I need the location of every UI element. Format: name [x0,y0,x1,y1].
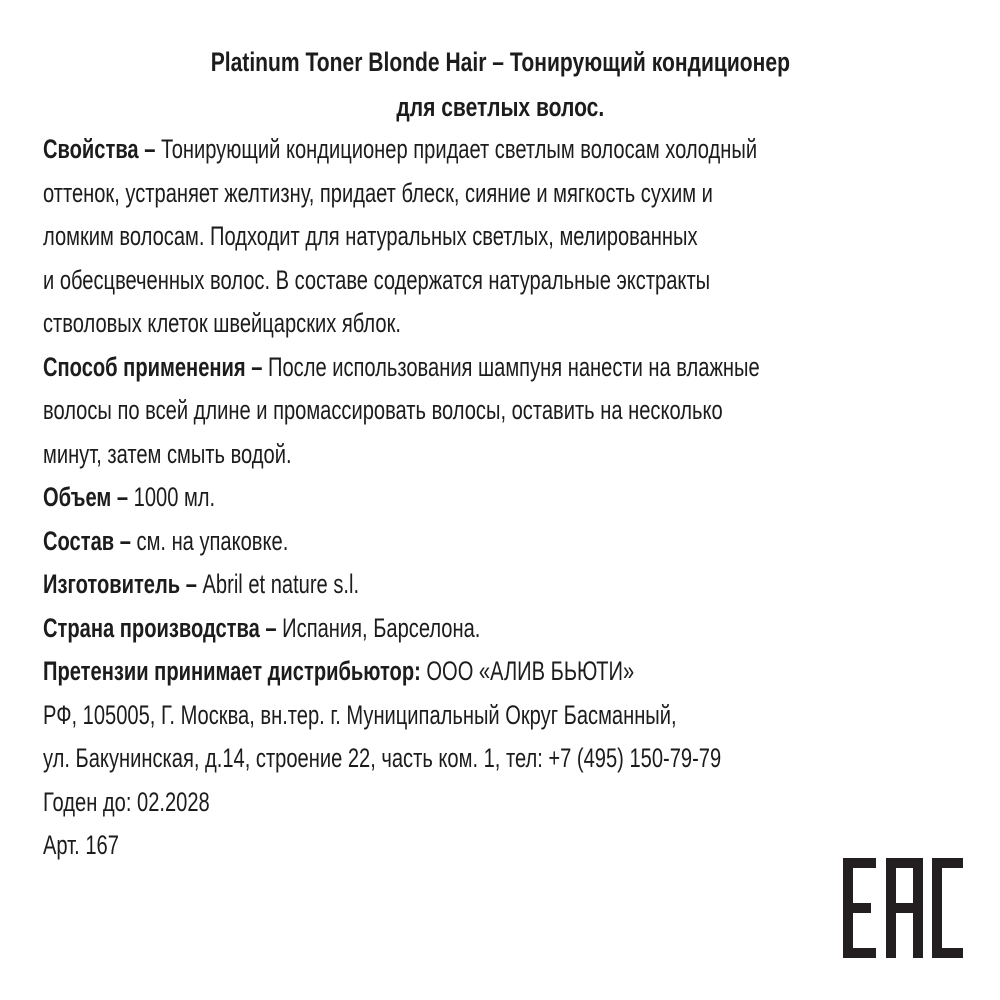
distributor-row [43,650,963,694]
volume-label: Объем – [43,482,129,512]
distributor-label: Претензии принимает дистрибьютор: [43,656,421,686]
eac-mark-icon [843,858,963,958]
product-title [0,40,1000,130]
volume-row [43,476,963,520]
title-line-1: Platinum Toner Blonde Hair – Тонирующий кондиционер [210,47,790,77]
article-number: Арт. 167 [43,830,119,860]
distributor-address: РФ, 105005, Г. Москва, вн.тер. г. Муниципальный Округ Басманный, [43,699,677,730]
properties-text: и обесцвеченных волос. В составе содержатся натуральные экстракты [43,264,711,295]
distributor-address: ул. Бакунинская, д.14, строение 22, часть ком. 1, тел: +7 (495) 150-79-79 [43,743,722,773]
manufacturer-value: Abril et nature s.l. [196,569,360,599]
properties-text: Тонирующий кондиционер придает светлым волосам холодный [155,134,758,164]
properties-label: Свойства – [43,134,156,164]
country-value: Испания, Барселона. [276,612,481,643]
properties-text: ломким волосам. Подходит для натуральных светлых, мелированных [43,221,698,251]
product-description [43,128,963,868]
composition-row [43,520,963,564]
properties-text: стволовых клеток швейцарских яблок. [43,308,401,338]
manufacturer-row [43,563,963,607]
expiry-date: Годен до: 02.2028 [43,786,210,817]
composition-value: см. на упаковке. [130,525,289,556]
usage-section [43,346,963,477]
composition-label: Состав – [43,525,131,556]
usage-text: волосы по всей длине и промассировать волосы, оставить на несколько [43,395,723,425]
properties-section [43,128,963,346]
usage-label: Способ применения – [43,351,263,382]
properties-text: оттенок, устраняет желтизну, придает блеск, сияние и мягкость сухим и [43,177,713,208]
country-label: Страна производства – [43,612,277,643]
volume-value: 1000 мл. [128,482,216,512]
title-line-2: для светлых волос. [396,92,604,122]
country-row [43,607,963,651]
usage-text: минут, затем смыть водой. [43,438,292,469]
distributor-value: ООО «АЛИВ БЬЮТИ» [420,656,635,686]
manufacturer-label: Изготовитель – [43,569,197,599]
usage-text: После использования шампуня нанести на влажные [262,351,760,382]
